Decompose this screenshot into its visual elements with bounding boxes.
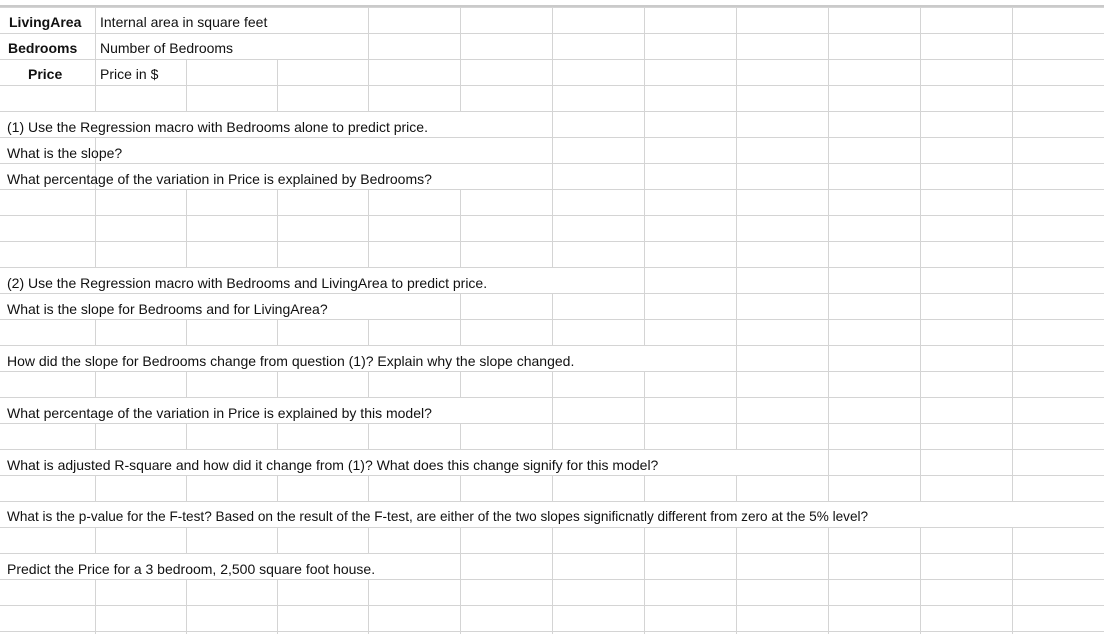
q2-predict-cell[interactable]: Predict the Price for a 3 bedroom, 2,500 square foot house. [7,561,376,577]
def-desc-price[interactable]: Price in $ [100,66,159,82]
q1-intro-cell[interactable]: (1) Use the Regression macro with Bedrooms alone to predict price. [7,119,428,135]
def-name-livingarea[interactable]: LivingArea [9,14,82,30]
q2-adjusted-rsquare-cell[interactable]: What is adjusted R-square and how did it change from (1)? What does this change signify for this model? [7,457,659,473]
def-name-price[interactable]: Price [28,66,63,82]
q2-ftest-cell[interactable]: What is the p-value for the F-test? Based on the result of the F-test, are either of the two slopes significnatly different from zero at the 5% level? [7,509,869,524]
def-name-bedrooms[interactable]: Bedrooms [8,40,78,56]
q2-intro-cell[interactable]: (2) Use the Regression macro with Bedrooms and LivingArea to predict price. [7,275,488,291]
q2-slope-change-cell[interactable]: How did the slope for Bedrooms change from question (1)? Explain why the slope changed. [7,353,575,369]
q1-variation-cell[interactable]: What percentage of the variation in Price is explained by Bedrooms? [7,171,432,187]
q2-variation-cell[interactable]: What percentage of the variation in Price is explained by this model? [7,405,432,421]
def-desc-livingarea[interactable]: Internal area in square feet [100,14,268,30]
q1-slope-cell[interactable]: What is the slope? [7,145,123,161]
q2-slopes-cell[interactable]: What is the slope for Bedrooms and for LivingArea? [7,301,328,317]
def-desc-bedrooms[interactable]: Number of Bedrooms [100,40,234,56]
